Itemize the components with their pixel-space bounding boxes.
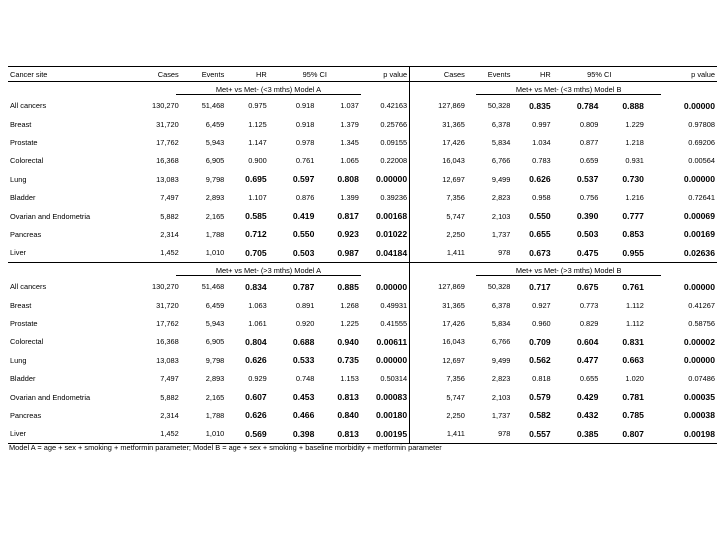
p-value-cell: 0.00069 [683, 211, 715, 222]
table-row [8, 244, 717, 263]
divider-cell [410, 388, 421, 406]
ci-upper-cell: 0.663 [622, 355, 644, 366]
cases-cell: 31,365 [442, 300, 465, 310]
ci-lower-cell: 0.688 [292, 336, 315, 347]
cases-cell: 2,250 [446, 229, 465, 239]
ci-lower-cell: 0.918 [295, 119, 315, 129]
events-cell: 5,943 [205, 318, 225, 328]
cancer-site-cell: Lung [10, 355, 27, 365]
ci-upper-cell: 0.853 [622, 229, 644, 240]
ci-lower-cell: 0.475 [553, 244, 601, 263]
cancer-site-cell: Pancreas [10, 229, 42, 239]
events-cell: 1,737 [491, 229, 511, 239]
cases-cell: 7,497 [160, 374, 179, 384]
table-row [8, 225, 717, 243]
events-cell: 6,905 [205, 337, 225, 347]
cancer-site-cell: Ovarian and Endometria [10, 392, 91, 402]
ci-lower-cell: 0.550 [292, 229, 315, 240]
cases-cell: 130,270 [152, 101, 179, 111]
section-title-gt3-model-a: Met+ vs Met- (>3 mths) Model A [176, 266, 361, 276]
p-value-cell: 0.00000 [683, 281, 715, 292]
table-row [8, 369, 717, 387]
header-ci-b: 95% CI [553, 67, 646, 82]
table-row [8, 207, 717, 225]
p-value-cell: 0.42163 [380, 101, 408, 111]
cases-cell: 16,043 [442, 337, 465, 347]
cancer-site-cell: Prostate [10, 137, 38, 147]
header-cases-a: Cases [128, 67, 181, 82]
cases-cell: 127,869 [438, 101, 465, 111]
events-cell: 9,499 [491, 174, 511, 184]
hr-cell: 0.929 [248, 374, 267, 384]
table-row [8, 188, 717, 206]
events-cell: 2,823 [491, 374, 511, 384]
ci-upper-cell: 0.813 [316, 425, 361, 444]
table-row [8, 406, 717, 424]
hr-cell: 1.147 [248, 137, 267, 147]
events-cell: 2,103 [491, 392, 511, 402]
ci-lower-cell: 0.503 [576, 229, 599, 240]
ci-upper-cell: 1.112 [625, 318, 644, 328]
cases-cell: 5,882 [160, 392, 179, 402]
table-row [8, 278, 717, 296]
ci-upper-cell: 0.807 [600, 425, 646, 444]
cancer-site-cell: Breast [10, 300, 32, 310]
divider-cell [410, 207, 421, 225]
p-value-cell: 0.00169 [683, 229, 715, 240]
events-cell: 2,103 [491, 211, 511, 221]
ci-lower-cell: 0.533 [292, 355, 315, 366]
ci-lower-cell: 0.390 [576, 211, 599, 222]
ci-lower-cell: 0.756 [579, 193, 599, 203]
hr-cell: 0.562 [529, 355, 551, 366]
events-cell: 1,788 [205, 229, 225, 239]
p-value-cell: 0.00611 [376, 336, 408, 347]
p-value-cell: 0.00038 [683, 410, 715, 421]
ci-lower-cell: 0.398 [269, 425, 317, 444]
ci-upper-cell: 1.268 [340, 300, 359, 310]
cancer-site-cell: Ovarian and Endometria [10, 211, 91, 221]
events-cell: 1,010 [181, 425, 227, 444]
cases-cell: 1,411 [420, 425, 467, 444]
divider-cell [410, 425, 421, 444]
events-cell: 1,788 [205, 410, 225, 420]
section-title-row [8, 82, 717, 97]
cancer-site-cell: Colorectal [10, 156, 44, 166]
events-cell: 978 [467, 244, 513, 263]
p-value-cell: 0.00000 [376, 281, 408, 292]
ci-upper-cell: 1.225 [340, 318, 359, 328]
ci-lower-cell: 0.918 [295, 101, 315, 111]
ci-upper-cell: 0.813 [337, 392, 359, 403]
ci-upper-cell: 1.020 [625, 374, 644, 384]
ci-upper-cell: 0.777 [622, 211, 644, 222]
p-value-cell: 0.00195 [361, 425, 410, 444]
cases-cell: 17,762 [156, 318, 179, 328]
section-title-row [8, 263, 717, 278]
cases-cell: 1,411 [420, 244, 467, 263]
p-value-cell: 0.00000 [683, 174, 715, 185]
table-row [8, 170, 717, 188]
cases-cell: 7,497 [160, 193, 179, 203]
section-title-lt3-model-a: Met+ vs Met- (<3 mths) Model A [176, 85, 361, 95]
header-p-a: p value [361, 67, 410, 82]
hr-cell: 0.626 [245, 410, 267, 421]
cases-cell: 16,368 [156, 337, 179, 347]
events-cell: 50,328 [487, 101, 511, 111]
ci-lower-cell: 0.920 [295, 318, 315, 328]
divider-cell [410, 133, 421, 151]
cancer-site-cell: Pancreas [10, 410, 42, 420]
header-cases-b: Cases [420, 67, 467, 82]
ci-upper-cell: 0.940 [337, 336, 359, 347]
ci-upper-cell: 1.345 [340, 137, 359, 147]
cases-cell: 7,356 [446, 374, 465, 384]
blank-cell [8, 263, 128, 278]
table-row [8, 314, 717, 332]
ci-upper-cell: 0.730 [622, 174, 644, 185]
header-ci-a: 95% CI [269, 67, 361, 82]
header-p-b: p value [646, 67, 717, 82]
ci-lower-cell: 0.419 [292, 211, 315, 222]
ci-upper-cell: 1.218 [625, 137, 644, 147]
cases-cell: 13,083 [156, 355, 179, 365]
results-table [8, 66, 717, 444]
events-cell: 2,893 [205, 193, 225, 203]
section-title-gt3-model-b: Met+ vs Met- (>3 mths) Model B [476, 266, 662, 276]
cases-cell: 12,697 [442, 174, 465, 184]
cases-cell: 2,314 [160, 410, 179, 420]
table-row [8, 152, 717, 170]
ci-lower-cell: 0.597 [292, 174, 315, 185]
ci-lower-cell: 0.537 [576, 174, 599, 185]
divider-cell [410, 152, 421, 170]
ci-upper-cell: 0.885 [337, 281, 359, 292]
p-value-cell: 0.00180 [376, 410, 408, 421]
section-title-lt3-model-b: Met+ vs Met- (<3 mths) Model B [476, 85, 662, 95]
divider-cell [410, 278, 421, 296]
ci-upper-cell: 0.817 [337, 211, 359, 222]
p-value-cell: 0.50314 [380, 374, 408, 384]
divider-cell [410, 369, 421, 387]
ci-upper-cell: 1.112 [625, 300, 644, 310]
cases-cell: 31,720 [156, 300, 179, 310]
cancer-site-cell: Colorectal [10, 337, 44, 347]
hr-cell: 1.034 [532, 137, 551, 147]
p-value-cell: 0.00564 [688, 156, 715, 166]
hr-cell: 0.900 [248, 156, 267, 166]
cases-cell: 130,270 [152, 282, 179, 292]
cases-cell: 7,356 [446, 193, 465, 203]
ci-upper-cell: 1.399 [340, 193, 359, 203]
ci-lower-cell: 0.773 [579, 300, 599, 310]
divider-cell [410, 115, 421, 133]
hr-cell: 0.709 [529, 336, 551, 347]
cancer-site-cell: All cancers [10, 282, 47, 292]
hr-cell: 1.125 [248, 119, 267, 129]
hr-cell: 1.061 [248, 318, 267, 328]
cases-cell: 2,250 [446, 410, 465, 420]
ci-lower-cell: 0.877 [579, 137, 599, 147]
ci-lower-cell: 0.891 [295, 300, 315, 310]
events-cell: 5,834 [491, 137, 511, 147]
cases-cell: 127,869 [438, 282, 465, 292]
header-hr-b: HR [512, 67, 552, 82]
p-value-cell: 0.41555 [380, 318, 408, 328]
p-value-cell: 0.58756 [688, 318, 715, 328]
hr-cell: 0.835 [529, 100, 551, 111]
p-value-cell: 0.00000 [376, 355, 408, 366]
events-cell: 50,328 [487, 282, 511, 292]
ci-lower-cell: 0.604 [576, 336, 599, 347]
events-cell: 6,459 [205, 300, 225, 310]
column-header-row [8, 67, 717, 82]
p-value-cell: 0.09155 [380, 137, 408, 147]
events-cell: 6,766 [491, 156, 511, 166]
events-cell: 2,893 [205, 374, 225, 384]
cases-cell: 5,747 [446, 392, 465, 402]
p-value-cell: 0.39236 [380, 193, 408, 203]
table-row [8, 97, 717, 115]
p-value-cell: 0.00000 [683, 355, 715, 366]
cancer-site-cell: Liver [8, 425, 128, 444]
ci-upper-cell: 1.153 [340, 374, 359, 384]
hr-cell: 0.818 [532, 374, 551, 384]
p-value-cell: 0.00002 [683, 336, 715, 347]
hr-cell: 0.582 [529, 410, 551, 421]
ci-lower-cell: 0.477 [576, 355, 599, 366]
ci-lower-cell: 0.675 [576, 281, 599, 292]
divider-cell [410, 296, 421, 314]
p-value-cell: 0.25766 [380, 119, 408, 129]
ci-lower-cell: 0.784 [576, 100, 599, 111]
hr-cell: 0.550 [529, 211, 551, 222]
footnote: Model A = age + sex + smoking + metformin parameter; Model B = age + sex + smoking + baseline morbidity + metformin parameter [9, 443, 442, 452]
p-value-cell: 0.00083 [376, 392, 408, 403]
hr-cell: 0.579 [529, 392, 551, 403]
table-row [8, 115, 717, 133]
hr-cell: 0.717 [529, 281, 551, 292]
ci-lower-cell: 0.761 [295, 156, 315, 166]
ci-lower-cell: 0.659 [579, 156, 599, 166]
cancer-site-cell: Breast [10, 119, 32, 129]
cases-cell: 5,882 [160, 211, 179, 221]
p-value-cell: 0.07486 [688, 374, 715, 384]
ci-upper-cell: 0.761 [622, 281, 644, 292]
hr-cell: 0.626 [245, 355, 267, 366]
ci-upper-cell: 0.808 [337, 174, 359, 185]
ci-lower-cell: 0.655 [579, 374, 599, 384]
ci-lower-cell: 0.978 [295, 137, 315, 147]
events-cell: 2,165 [205, 211, 225, 221]
ci-upper-cell: 1.229 [625, 119, 644, 129]
p-value-cell: 0.00198 [646, 425, 717, 444]
hr-cell: 0.997 [532, 119, 551, 129]
hr-cell: 0.804 [245, 336, 267, 347]
cancer-site-cell: Lung [10, 174, 27, 184]
p-value-cell: 0.41267 [688, 300, 715, 310]
cancer-site-cell: Bladder [10, 374, 36, 384]
hr-cell: 0.960 [532, 318, 551, 328]
ci-lower-cell: 0.829 [579, 318, 599, 328]
events-cell: 2,165 [205, 392, 225, 402]
events-cell: 6,905 [205, 156, 225, 166]
divider-cell [410, 263, 421, 278]
hr-cell: 1.063 [248, 300, 267, 310]
ci-lower-cell: 0.787 [292, 281, 315, 292]
p-value-cell: 0.00000 [376, 174, 408, 185]
cases-cell: 16,368 [156, 156, 179, 166]
cases-cell: 1,452 [128, 425, 181, 444]
table-row [8, 296, 717, 314]
cancer-site-cell: Liver [8, 244, 128, 263]
ci-upper-cell: 0.735 [337, 355, 359, 366]
ci-lower-cell: 0.876 [295, 193, 315, 203]
ci-lower-cell: 0.809 [579, 119, 599, 129]
events-cell: 9,798 [205, 355, 225, 365]
events-cell: 2,823 [491, 193, 511, 203]
ci-lower-cell: 0.385 [553, 425, 601, 444]
ci-upper-cell: 0.923 [337, 229, 359, 240]
hr-cell: 0.927 [532, 300, 551, 310]
p-value-cell: 0.72641 [688, 193, 715, 203]
cases-cell: 13,083 [156, 174, 179, 184]
section-title-cell [128, 263, 410, 278]
divider-cell [410, 406, 421, 424]
events-cell: 978 [467, 425, 513, 444]
table-row [8, 388, 717, 406]
table-body [8, 67, 717, 444]
ci-upper-cell: 1.216 [625, 193, 644, 203]
table-row [8, 351, 717, 369]
p-value-cell: 0.97808 [688, 119, 715, 129]
cases-cell: 17,426 [442, 137, 465, 147]
ci-upper-cell: 0.840 [337, 410, 359, 421]
divider-cell [410, 244, 421, 263]
cases-cell: 17,762 [156, 137, 179, 147]
cases-cell: 17,426 [442, 318, 465, 328]
p-value-cell: 0.01022 [376, 229, 408, 240]
events-cell: 6,378 [491, 300, 511, 310]
cancer-site-cell: Bladder [10, 193, 36, 203]
header-cancer-site: Cancer site [8, 67, 128, 82]
hr-cell: 0.958 [532, 193, 551, 203]
p-value-cell: 0.00168 [376, 211, 408, 222]
ci-upper-cell: 0.785 [622, 410, 644, 421]
hr-cell: 1.107 [248, 193, 267, 203]
hr-cell: 0.712 [245, 229, 267, 240]
ci-upper-cell: 0.987 [316, 244, 361, 263]
ci-upper-cell: 1.037 [340, 101, 359, 111]
events-cell: 6,459 [205, 119, 225, 129]
cases-cell: 31,720 [156, 119, 179, 129]
ci-lower-cell: 0.453 [292, 392, 315, 403]
divider-cell [410, 188, 421, 206]
ci-upper-cell: 0.955 [600, 244, 646, 263]
p-value-cell: 0.69206 [688, 137, 715, 147]
ci-upper-cell: 0.781 [622, 392, 644, 403]
divider-cell [410, 97, 421, 115]
table-row [8, 133, 717, 151]
section-title-cell [420, 263, 717, 278]
divider-cell [410, 225, 421, 243]
ci-upper-cell: 1.065 [340, 156, 359, 166]
hr-cell: 0.695 [245, 174, 267, 185]
p-value-cell: 0.04184 [361, 244, 410, 263]
ci-lower-cell: 0.429 [576, 392, 599, 403]
events-cell: 9,798 [205, 174, 225, 184]
ci-upper-cell: 0.831 [622, 336, 644, 347]
events-cell: 1,737 [491, 410, 511, 420]
ci-upper-cell: 0.931 [625, 156, 644, 166]
hr-cell: 0.705 [226, 244, 268, 263]
hr-cell: 0.557 [512, 425, 552, 444]
ci-lower-cell: 0.748 [295, 374, 315, 384]
divider-cell [410, 333, 421, 351]
header-events-a: Events [181, 67, 227, 82]
events-cell: 6,378 [491, 119, 511, 129]
hr-cell: 0.569 [226, 425, 268, 444]
divider-cell [410, 314, 421, 332]
cases-cell: 31,365 [442, 119, 465, 129]
ci-lower-cell: 0.432 [576, 410, 599, 421]
p-value-cell: 0.49931 [380, 300, 408, 310]
events-cell: 5,943 [205, 137, 225, 147]
p-value-cell: 0.00035 [683, 392, 715, 403]
header-hr-a: HR [226, 67, 268, 82]
divider-cell [410, 170, 421, 188]
events-cell: 51,468 [201, 282, 225, 292]
cases-cell: 5,747 [446, 211, 465, 221]
ci-lower-cell: 0.503 [269, 244, 317, 263]
divider-cell [410, 351, 421, 369]
table-row [8, 425, 717, 444]
ci-upper-cell: 0.888 [622, 100, 644, 111]
hr-cell: 0.975 [248, 101, 267, 111]
p-value-cell: 0.00000 [683, 100, 715, 111]
hr-cell: 0.834 [245, 281, 267, 292]
cancer-site-cell: Prostate [10, 318, 38, 328]
hr-cell: 0.673 [512, 244, 552, 263]
ci-upper-cell: 1.379 [340, 119, 359, 129]
p-value-cell: 0.02636 [646, 244, 717, 263]
events-cell: 5,834 [491, 318, 511, 328]
cases-cell: 16,043 [442, 156, 465, 166]
cases-cell: 1,452 [128, 244, 181, 263]
ci-lower-cell: 0.466 [292, 410, 315, 421]
hr-cell: 0.655 [529, 229, 551, 240]
cases-cell: 2,314 [160, 229, 179, 239]
hr-cell: 0.585 [245, 211, 267, 222]
events-cell: 1,010 [181, 244, 227, 263]
events-cell: 6,766 [491, 337, 511, 347]
header-events-b: Events [467, 67, 513, 82]
cancer-site-cell: All cancers [10, 101, 47, 111]
p-value-cell: 0.22008 [380, 156, 408, 166]
cases-cell: 12,697 [442, 355, 465, 365]
events-cell: 9,499 [491, 355, 511, 365]
hr-cell: 0.626 [529, 174, 551, 185]
events-cell: 51,468 [201, 101, 225, 111]
hr-cell: 0.783 [532, 156, 551, 166]
hr-cell: 0.607 [245, 392, 267, 403]
table-row [8, 333, 717, 351]
